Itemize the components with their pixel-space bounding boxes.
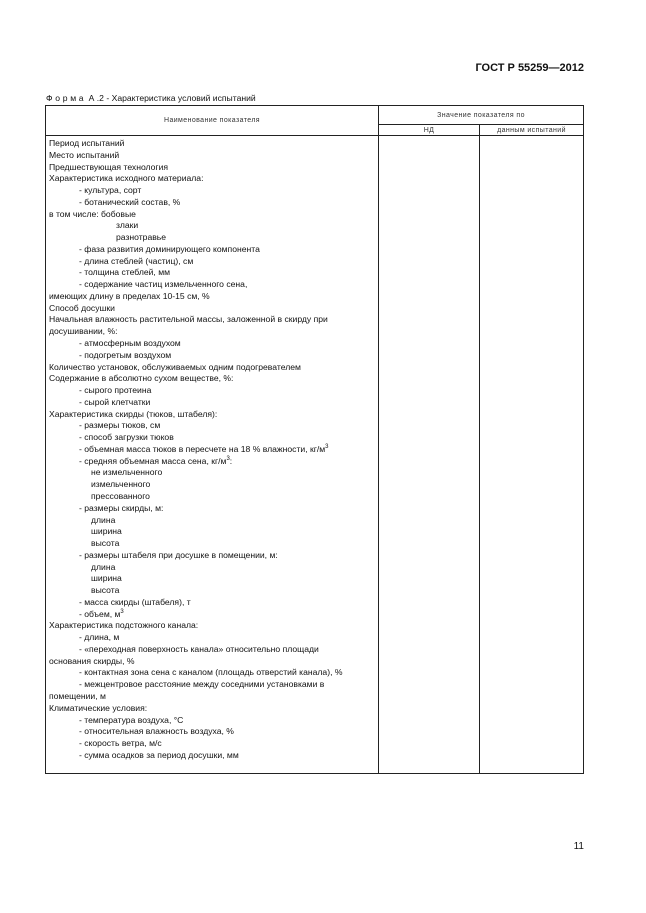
row-transition-surface: - «переходная поверхность канала» относительно площади [79,643,319,654]
row-not-chopped: не измельченного [91,467,163,478]
row-heated-air: - подогретым воздухом [79,349,172,360]
row-climate-conditions: Климатические условия: [49,702,148,713]
row-development-phase: - фаза развития доминирующего компонента [79,243,260,254]
row-pile-length: длина [91,561,116,572]
row-crop-variety: - культура, сорт [79,185,142,196]
row-crude-fiber: - сырой клетчатки [79,396,151,407]
row-prior-technology: Предшествующая технология [49,161,169,172]
row-initial-moisture-cont: досушивании, %: [49,326,118,337]
indicator-name-cell [46,136,379,774]
form-caption-lead: Форма [46,93,87,103]
row-volume [46,609,378,621]
row-test-place: Место испытаний [49,149,120,160]
row-chopped-particles: - содержание частиц измельченного сена, [79,279,248,290]
col-header-test-data: данным испытаний [480,125,584,136]
row-forbs: разнотравье [116,232,167,243]
hay-density-text: - средняя объемная масса сена, кг/м [79,455,227,466]
row-stack-height: высота [91,538,120,549]
col-header-value: Значение показателя по [379,106,584,125]
row-stack-base: основания скирды, % [49,655,135,666]
row-bale-density [46,444,378,456]
row-center-distance-cont: помещении, м [49,690,106,701]
row-relative-humidity: - относительная влажность воздуха, % [79,726,234,737]
row-pile-height: высота [91,585,120,596]
row-grasses: злаки [116,220,139,231]
hay-density-sup: 3 [226,455,230,462]
row-hay-density [46,456,378,468]
row-stack-length: длина [91,514,116,525]
row-botanical-composition: - ботанический состав, % [79,196,181,207]
nd-value-cell [379,136,480,774]
page-number: 11 [573,841,584,852]
row-bale-loading: - способ загрузки тюков [79,432,174,443]
row-chopped: измельченного [91,479,151,490]
row-units-per-heater: Количество установок, обслуживаемых одним подогревателем [49,361,301,372]
row-center-distance: - межцентровое расстояние между соседними установками в [79,679,325,690]
volume-sup: 3 [120,608,124,615]
standard-number: ГОСТ Р 55259—2012 [475,62,584,74]
row-stack-mass: - масса скирды (штабеля), т [79,596,191,607]
form-caption [46,93,256,103]
row-particle-length: имеющих длину в пределах 10-15 см, % [49,290,210,301]
row-stack-characteristics: Характеристика скирды (тюков, штабеля): [49,408,218,419]
row-precipitation: - сумма осадков за период досушки, мм [79,749,239,760]
test-value-cell [480,136,584,774]
row-stack-dimensions: - размеры скирды, м: [79,502,164,513]
conditions-table [45,105,584,774]
row-drying-method: Способ досушки [49,302,115,313]
row-stack-width: ширина [91,526,122,537]
row-initial-moisture: Начальная влажность растительной массы, заложенной в скирду при [49,314,328,325]
row-channel-characteristics: Характеристика подстожного канала: [49,620,199,631]
row-wind-speed: - скорость ветра, м/с [79,738,162,749]
row-pile-width: ширина [91,573,122,584]
row-stem-length: - длина стеблей (частиц), см [79,255,194,266]
row-contact-zone: - контактная зона сена с каналом (площадь отверстий канала), % [79,667,343,678]
row-bale-size: - размеры тюков, см [79,420,161,431]
row-including-legumes: в том числе: бобовые [49,208,136,219]
col-header-nd: НД [379,125,480,136]
volume-text: - объем, м [79,608,121,619]
row-channel-length: - длина, м [79,632,120,643]
hay-density-colon: : [229,455,233,466]
row-crude-protein: - сырого протеина [79,385,152,396]
row-atmospheric-air: - атмосферным воздухом [79,338,181,349]
row-stem-thickness: - толщина стеблей, мм [79,267,171,278]
row-pressed: прессованного [91,490,150,501]
bale-density-sup: 3 [325,443,329,450]
bale-density-text: - объемная масса тюков в пересчете на 18 % влажности, кг/м [79,443,326,454]
col-header-name: Наименование показателя [46,106,379,136]
form-caption-title: А .2 - Характеристика условий испытаний [88,93,256,103]
row-test-period: Период испытаний [49,138,125,148]
row-dry-matter-content: Содержание в абсолютно сухом веществе, %: [49,373,234,384]
row-source-material: Характеристика исходного материала: [49,173,204,184]
row-air-temperature: - температура воздуха, °С [79,714,184,725]
row-pile-dimensions: - размеры штабеля при досушке в помещении, м: [79,549,278,560]
